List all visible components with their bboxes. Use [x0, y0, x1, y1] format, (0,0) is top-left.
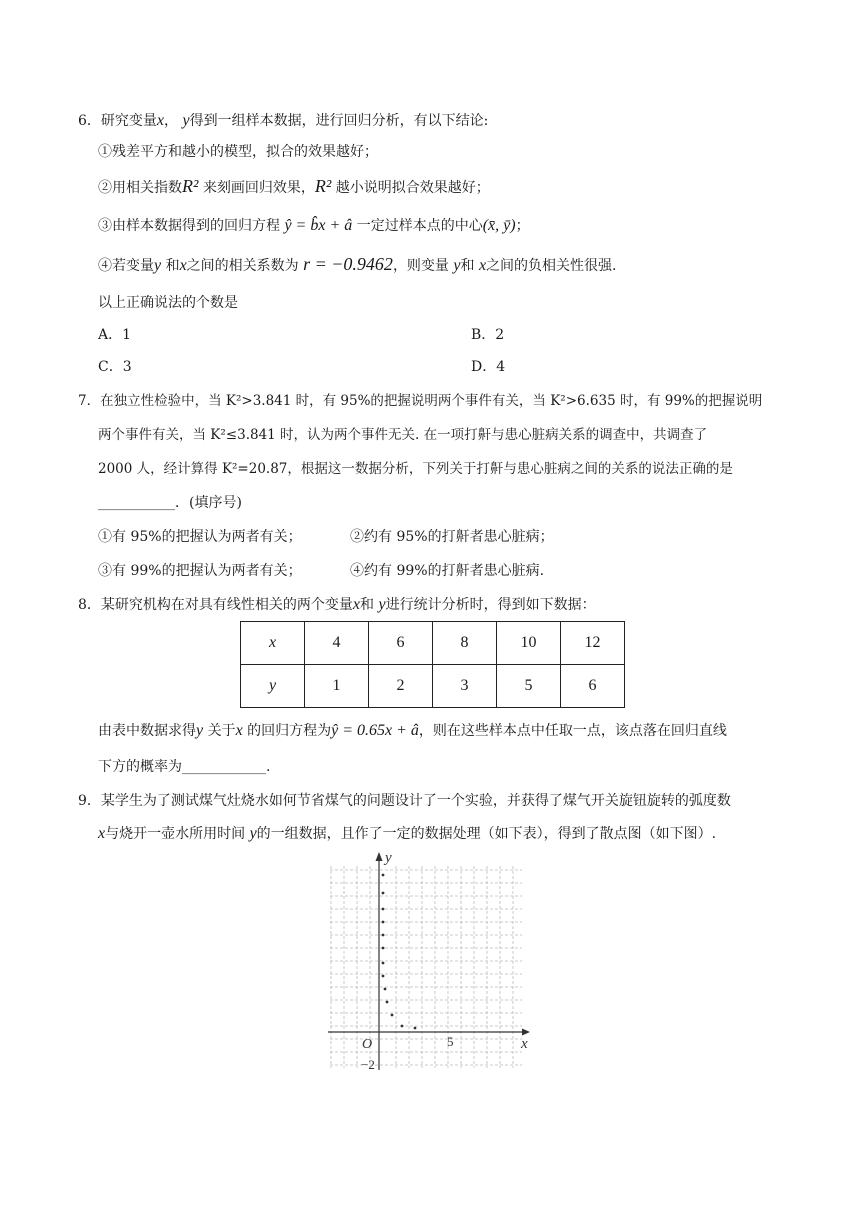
table-row-y	[241, 665, 625, 708]
scatter-point	[382, 947, 385, 950]
q7-option-4: ④约有 99%的打鼾者患心脏病.	[350, 563, 545, 579]
x-axis-label: x	[521, 1036, 528, 1052]
table-cell: 2	[369, 665, 433, 708]
y-tick-neg2: −2	[361, 1057, 375, 1072]
q6-stem: 6．研究变量x， y得到一组样本数据，进行回归分析，有以下结论:	[78, 112, 489, 129]
q7-line-3: 2000 人，经计算得 K²=20.87，根据这一数据分析，下列关于打鼾与患心脏病之间的关系的说法正确的是	[98, 461, 733, 477]
grid	[330, 866, 522, 1068]
q8-stem: 8．某研究机构在对具有线性相关的两个变量x和 y进行统计分析时，得到如下数据：	[78, 596, 596, 613]
table-cell: 6	[561, 665, 625, 708]
q6-option-b: B．2	[471, 327, 505, 343]
x-axis-arrow	[522, 1029, 530, 1036]
q6-statement-4: ④若变量y 和x之间的相关系数为 r = −0.9462，则变量 y和 x之间的负相关性很强.	[98, 254, 617, 274]
table-cell: 1	[305, 665, 369, 708]
table-row-x	[241, 622, 625, 665]
y-axis-label: y	[385, 850, 392, 866]
table-header-x: x	[241, 622, 305, 665]
scatter-point	[382, 962, 385, 965]
scatter-plot-figure	[322, 848, 538, 1072]
q6-question: 以上正确说法的个数是	[98, 295, 238, 311]
x-tick-5: 5	[447, 1034, 454, 1049]
table-cell: 5	[497, 665, 561, 708]
scatter-point	[382, 975, 385, 978]
table-cell: 8	[433, 622, 497, 665]
scatter-point	[386, 1001, 389, 1004]
q9-line-1: 9．某学生为了测试煤气灶烧水如何节省煤气的问题设计了一个实验，并获得了煤气开关旋钮旋转的弧度数	[78, 793, 731, 809]
q6-option-d: D．4	[471, 359, 506, 375]
scatter-point	[414, 1027, 417, 1030]
q7-option-1: ①有 95%的把握认为两者有关；	[98, 529, 302, 545]
q6-statement-2: ②用相关指数R² 来刻画回归效果，R² 越小说明拟合效果越好；	[98, 176, 490, 196]
q7-line-2: 两个事件有关，当 K²≤3.841 时，认为两个事件无关. 在一项打鼾与患心脏病关系的调查中，共调查了	[98, 427, 708, 443]
scatter-point	[382, 908, 385, 911]
q6-option-c: C．3	[98, 359, 132, 375]
scatter-point	[382, 921, 385, 924]
scatter-point	[384, 988, 387, 991]
q8-data-table	[240, 621, 625, 708]
table-cell: 6	[369, 622, 433, 665]
scatter-point	[382, 892, 385, 895]
scatter-point	[382, 874, 385, 877]
q6-statement-1: ①残差平方和越小的模型，拟合的效果越好；	[98, 144, 378, 160]
q8-blank-line: 下方的概率为____________.	[98, 759, 271, 775]
table-cell: 4	[305, 622, 369, 665]
q9-line-2: x与烧开一壶水所用时间 y的一组数据，且作了一定的数据处理（如下表），得到了散点图（如下图）.	[98, 825, 717, 842]
q6-statement-3: ③由样本数据得到的回归方程 ŷ = b̂x + â 一定过样本点的中心(x̄, ȳ)；	[98, 217, 530, 234]
table-cell: 12	[561, 622, 625, 665]
scatter-point	[391, 1014, 394, 1017]
q6-option-a: A．1	[98, 327, 132, 343]
scatter-point	[401, 1025, 404, 1028]
table-cell: 3	[433, 665, 497, 708]
table-cell: 10	[497, 622, 561, 665]
q7-option-3: ③有 99%的把握认为两者有关；	[98, 563, 302, 579]
scatter-point	[382, 934, 385, 937]
q7-line-1: 7．在独立性检验中，当 K²>3.841 时，有 95%的把握说明两个事件有关，当 K²>6.635 时，有 99%的把握说明	[78, 393, 763, 409]
scatter-points	[382, 874, 417, 1030]
q7-blank-line: ___________．(填序号)	[98, 495, 242, 511]
y-axis-arrow	[376, 852, 383, 861]
q8-after-table: 由表中数据求得y 关于x 的回归方程为ŷ = 0.65x + â，则在这些样本点中任取一点，该点落在回归直线	[98, 722, 727, 739]
table-header-y: y	[241, 665, 305, 708]
origin-label: O	[362, 1037, 373, 1052]
q7-option-2: ②约有 95%的打鼾者患心脏病；	[350, 529, 554, 545]
